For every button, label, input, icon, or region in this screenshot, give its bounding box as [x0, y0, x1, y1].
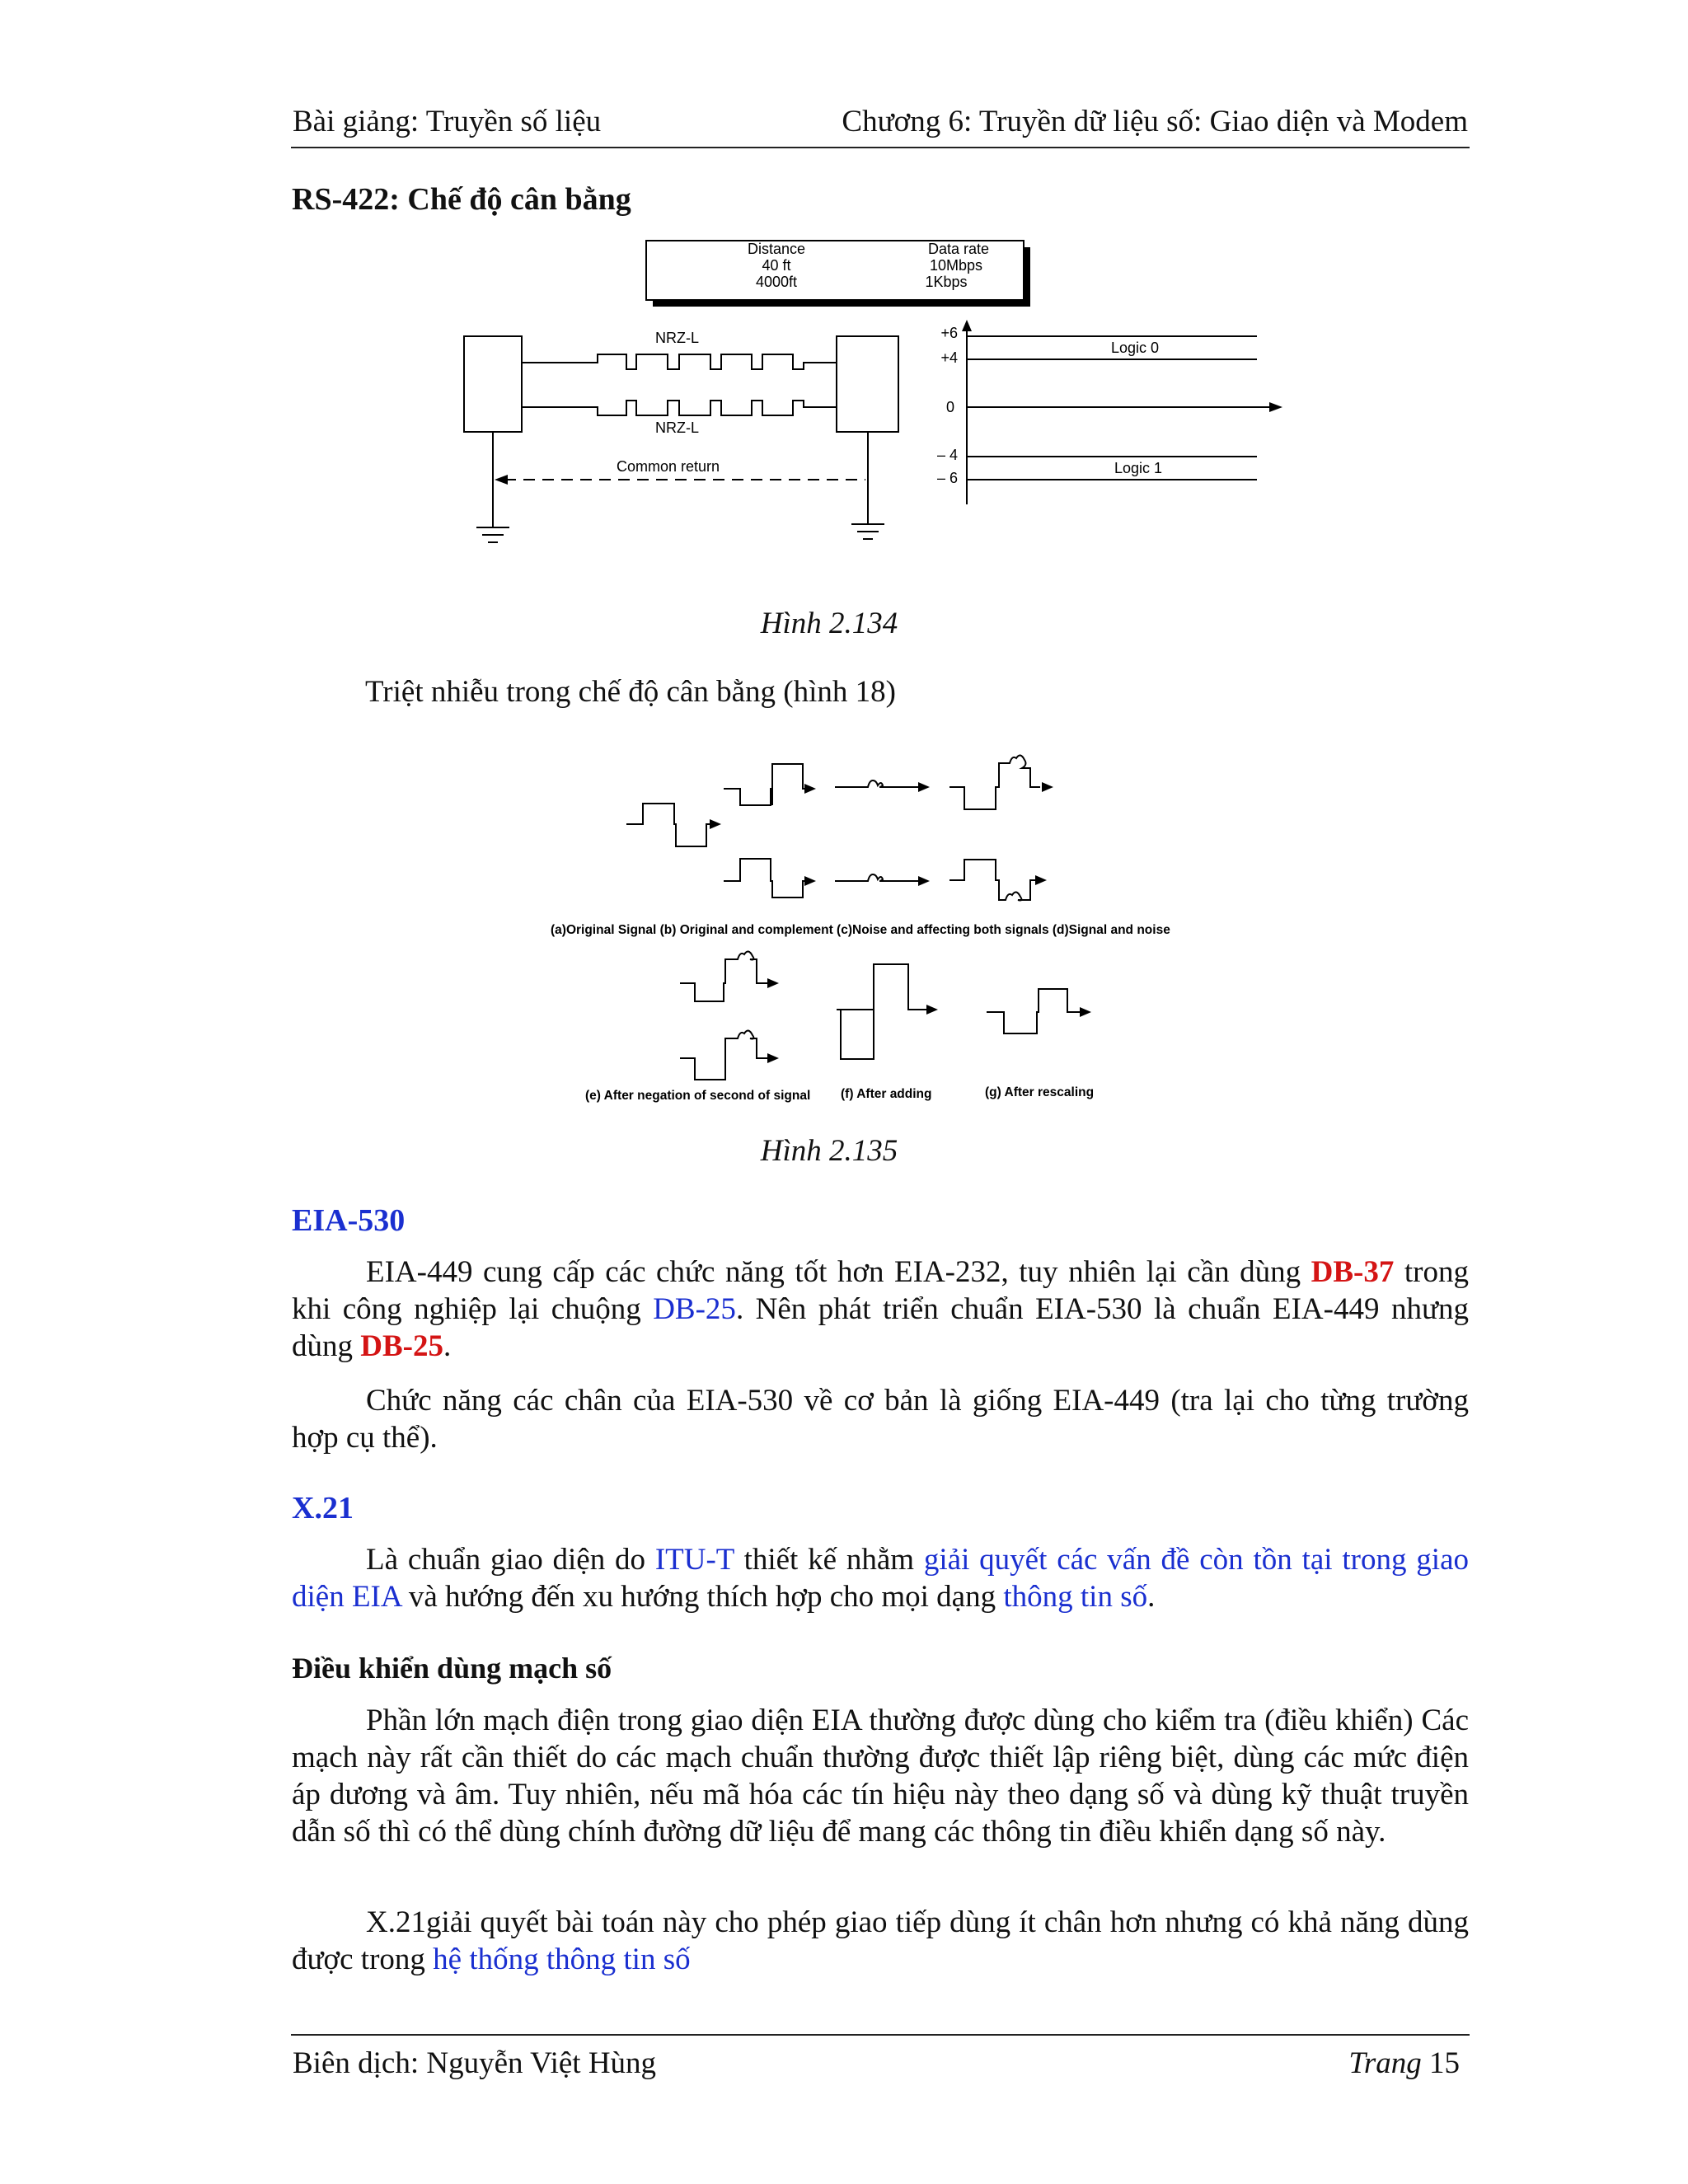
eia530-heading: EIA-530: [292, 1203, 406, 1238]
waveform-d-top: [950, 755, 1040, 809]
tick-minus6: – 6: [936, 470, 958, 486]
common-return-label: Common return: [617, 458, 720, 475]
header-chapter-title: Chương 6: Truyền dữ liệu số: Giao diện và Modem: [842, 105, 1468, 138]
db25-highlight: DB-25: [360, 1329, 443, 1363]
table-rate-label: Data rate: [927, 241, 990, 257]
table-row2-distance: 4000ft: [755, 274, 798, 290]
tick-plus4: +4: [940, 349, 958, 366]
tick-plus6: +6: [940, 325, 958, 341]
footer-page-label: Trang: [1348, 2046, 1422, 2080]
waveform-b-top: [724, 764, 812, 805]
waveform-e-bottom: [680, 1030, 768, 1080]
table-row1-rate: 10Mbps: [929, 257, 983, 274]
waveform-c-bottom: [835, 874, 925, 881]
table-row1-distance: 40 ft: [762, 257, 791, 274]
eia530-paragraph-1: EIA-449 cung cấp các chức năng tốt hơn EIA-232, tuy nhiên lại cần dùng DB-37 trong khi công nghiệp lại chuộng DB-25. Nên phát triển chuẩn EIA-530 là chuẩn EIA-449 nhưng dùng DB-25.: [292, 1255, 1470, 1363]
ground-left-icon: [476, 527, 509, 542]
footer-page: [1348, 2046, 1460, 2081]
noise-labels-row1: (a)Original Signal (b) Original and complement (c)Noise and affecting both signals (d)Signal and noise: [551, 923, 1170, 937]
noise-cancellation-diagram: [0, 742, 1688, 1121]
nrz-top-label: NRZ-L: [655, 330, 699, 346]
waveform-g-rescaled: [987, 989, 1081, 1033]
digital-control-heading: Điều khiển dùng mạch số: [292, 1652, 612, 1685]
label-f: (f) After adding: [841, 1087, 932, 1101]
transmitter-box: [464, 336, 522, 432]
itu-t-link: ITU-T: [654, 1543, 734, 1577]
footer-page-number: 15: [1429, 2046, 1460, 2080]
receiver-box: [837, 336, 898, 432]
x21-paragraph: Là chuẩn giao diện do ITU-T thiết kế nhằm giải quyết các vấn đề còn tồn tại trong giao diện EIA và hướng đến xu hướng thích hợp cho mọi dạng thông tin số.: [292, 1543, 1469, 1614]
digital-info-link: thông tin số: [1003, 1580, 1148, 1614]
ground-right-icon: [851, 524, 884, 539]
waveform-d-bottom: [950, 860, 1040, 901]
figure-caption-2-135: Hình 2.135: [760, 1134, 898, 1168]
table-distance-label: Distance: [747, 241, 806, 257]
waveform-f-added: [837, 964, 928, 1059]
tick-minus4: – 4: [936, 447, 958, 463]
waveform-c-top: [835, 780, 925, 787]
nrz-bottom-waveform: [522, 401, 837, 415]
waveform-b-bottom: [724, 859, 812, 898]
rs422-heading: RS-422: Chế độ cân bằng: [292, 182, 631, 217]
nrz-bottom-label: NRZ-L: [655, 419, 699, 436]
x21-heading: X.21: [292, 1491, 354, 1526]
nrz-top-waveform: [522, 354, 837, 369]
db37-highlight: DB-37: [1311, 1255, 1395, 1289]
tick-zero: 0: [945, 399, 954, 415]
waveform-a-original: [626, 804, 717, 846]
digital-control-paragraph-1: Phần lớn mạch điện trong giao diện EIA thường được dùng cho kiểm tra (điều khiển) Các mạch này rất cần thiết do các mạch chuẩn thường được thiết lập riêng biệt, dùng các mức điện áp dương và âm. Tuy nhiên, nếu mã hóa các tín hiệu này theo dạng số và dùng kỹ thuật truyền dẫn số thì có thể dùng chính đường dữ liệu để mang các thông tin điều khiển dạng số này.: [292, 1704, 1469, 1849]
label-g: (g) After rescaling: [985, 1085, 1095, 1099]
db25-link: DB-25: [653, 1292, 736, 1326]
eia530-paragraph-2: Chức năng các chân của EIA-530 về cơ bản là giống EIA-449 (tra lại cho từng trường hợp cụ thể).: [292, 1384, 1469, 1455]
digital-control-paragraph-2: X.21giải quyết bài toán này cho phép giao tiếp dùng ít chân hơn nhưng có khả năng dùng được trong hệ thống thông tin số: [292, 1905, 1469, 1976]
table-row2-rate: 1Kbps: [925, 274, 968, 290]
page-footer: [291, 2034, 1470, 2080]
digital-system-link: hệ thống thông tin số: [433, 1943, 691, 1976]
eia-issues-link: giải quyết các vấn đề còn tồn tại trong giao diện EIA: [292, 1543, 1469, 1614]
figure-caption-2-134: Hình 2.134: [760, 607, 898, 640]
logic0-label: Logic 0: [1111, 340, 1160, 356]
header-course-title: Bài giảng: Truyền số liệu: [293, 105, 602, 138]
waveform-e-top: [680, 951, 768, 1001]
logic1-label: Logic 1: [1114, 460, 1163, 476]
footer-translator: Biên dịch: Nguyễn Việt Hùng: [293, 2046, 657, 2080]
rs422-balanced-diagram: [0, 0, 1688, 577]
label-e: (e) After negation of second of signal: [585, 1089, 811, 1103]
noise-intro-text: Triệt nhiễu trong chế độ cân bằng (hình 18): [365, 675, 896, 709]
